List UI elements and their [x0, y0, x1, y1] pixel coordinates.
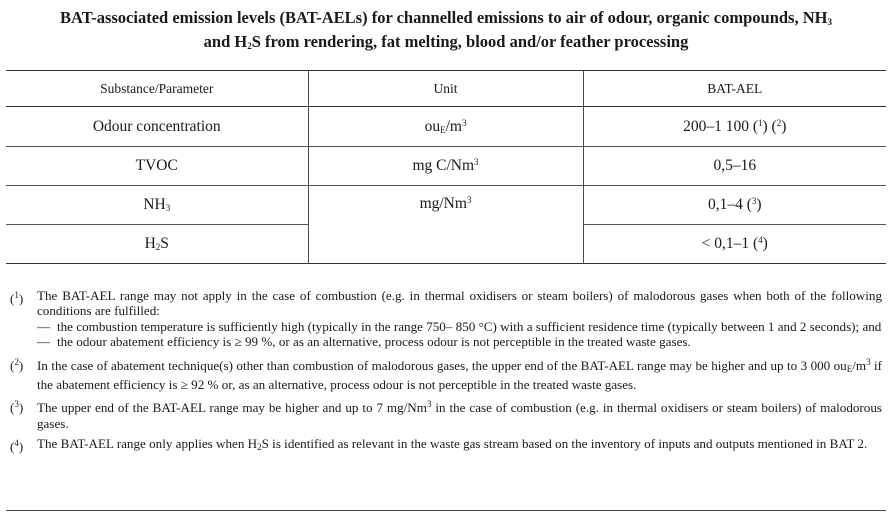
- footnote-ref[interactable]: 4: [758, 235, 763, 245]
- substance-cell: TVOC: [135, 157, 178, 174]
- footnote-text: The BAT-AEL range only applies when $H_2S$ is identified as relevant in the waste gas stream based on the inventory of inputs and outputs mentioned in BAT 2.: [37, 436, 868, 453]
- footnote-bullet: — the odour abatement efficiency is ≥ 99 %, or as an alternative, process odour is not perceptible in the treated waste gases.: [37, 334, 691, 350]
- bat-ael-cell: 0,5–16: [583, 147, 886, 186]
- header-unit: Unit: [308, 71, 583, 107]
- footnote-4: [10, 436, 882, 455]
- table-header-row: [6, 71, 886, 107]
- bottom-rule: [6, 510, 886, 511]
- header-substance: Substance/Parameter: [100, 80, 214, 96]
- footnote-mark: ($^4$): [10, 438, 24, 455]
- table-row: [6, 186, 886, 225]
- table-row: [6, 147, 886, 186]
- substance-cell: $NH_3$: [6, 186, 308, 225]
- bat-ael-cell: < 0,1–1 ($^4$): [583, 225, 886, 264]
- footnote-mark: ($^1$): [10, 290, 24, 306]
- footnote-3: [10, 397, 882, 431]
- footnote-text: The BAT-AEL range may not apply in the case of combustion (e.g. in thermal oxidisers or steam boilers) of malodorous gases when both of the following conditions are fulfilled:: [37, 288, 882, 319]
- footnote-ref[interactable]: 3: [751, 196, 757, 206]
- footnote-bullet: — the combustion temperature is sufficiently high (typically in the range 750– 850 °C) with a sufficient residence time (typically between 1 and 2 seconds); and: [37, 318, 882, 334]
- substance-cell: $H_2S$: [6, 225, 308, 264]
- footnote-mark: ($^3$): [10, 399, 24, 416]
- footnotes: [10, 288, 882, 456]
- footnote-text: The upper end of the BAT-AEL range may be higher and up to 7 mg/Nm$^3$ in the case of combustion (e.g. in thermal oxidisers or steam boilers) of malodorous gases.: [37, 399, 882, 431]
- title-line-2: and $H_2S$ from rendering, fat melting, blood and/or feather processing: [203, 32, 689, 51]
- dash-icon: —: [37, 318, 51, 334]
- footnote-mark: ($^2$): [10, 356, 24, 373]
- unit-cell: mg C/Nm$^3$: [308, 147, 583, 186]
- unit-cell: $ou_E/m^3$: [308, 107, 583, 147]
- header-bat-ael: BAT-AEL: [583, 71, 886, 107]
- footnote-1: [10, 288, 882, 350]
- dash-icon: —: [37, 334, 51, 350]
- table-title: [10, 8, 882, 56]
- bat-ael-cell: 0,1–4 ($^3$): [583, 186, 886, 225]
- substance-cell: Odour concentration: [92, 117, 221, 135]
- footnote-2: [10, 355, 882, 393]
- footnote-ref[interactable]: 2: [776, 117, 782, 128]
- bat-ael-cell: 200–1 100 ($^1$) ($^2$): [583, 107, 886, 147]
- title-line-1: BAT-associated emission levels (BAT-AELs) for channelled emissions to air of odour, organic compounds, $NH_3$: [60, 8, 832, 27]
- table-row: [6, 107, 886, 147]
- footnote-ref[interactable]: 1: [758, 117, 763, 128]
- bat-ael-table: [6, 70, 886, 264]
- footnote-text: In the case of abatement technique(s) other than combustion of malodorous gases, the upper end of the BAT-AEL range may be higher and up to 3 000 $ou_E/m^3$ if the abatement efficiency is ≥ 92 % or, as an alternative, process odour is not perceptible in the treated waste gases.: [37, 356, 882, 393]
- unit-cell-merged: mg/Nm$^3$: [308, 186, 583, 264]
